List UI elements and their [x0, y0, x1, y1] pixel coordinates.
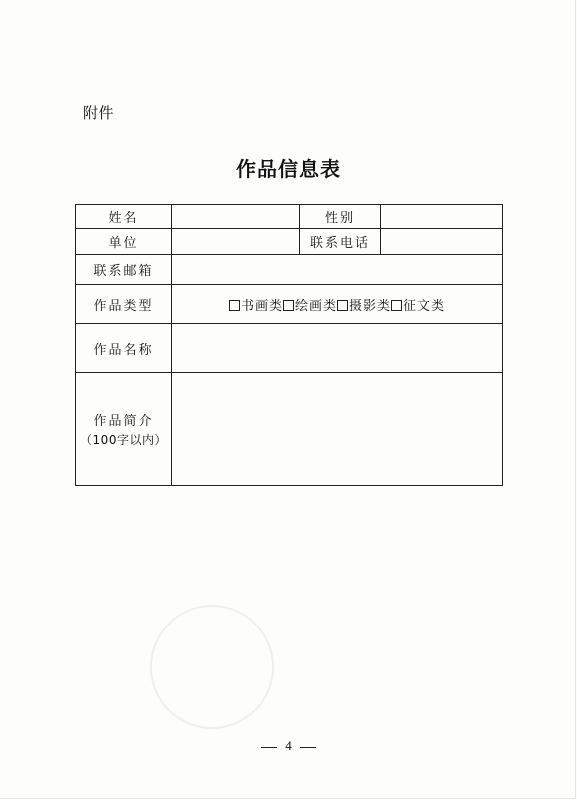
phone-value[interactable] — [381, 229, 503, 255]
dash-right — [300, 747, 316, 748]
checkbox-icon[interactable] — [391, 300, 402, 311]
dash-left — [261, 747, 277, 748]
faint-seal-mark — [150, 605, 274, 729]
work-info-table — [75, 204, 503, 486]
name-value[interactable] — [172, 205, 300, 229]
phone-label: 联系电话 — [300, 229, 381, 255]
work-type-options — [172, 285, 503, 324]
checkbox-icon[interactable] — [229, 300, 240, 311]
attachment-label: 附件 — [83, 104, 115, 122]
work-intro-value[interactable] — [172, 373, 503, 486]
option-calligraphy: 书画类 — [240, 298, 283, 314]
row-unit — [76, 229, 503, 255]
name-label: 姓名 — [76, 205, 172, 229]
option-painting: 绘画类 — [294, 298, 337, 314]
row-work-name — [76, 324, 503, 373]
work-name-label: 作品名称 — [76, 324, 172, 373]
checkbox-icon[interactable] — [337, 300, 348, 311]
email-value[interactable] — [172, 255, 503, 285]
work-intro-label — [76, 373, 172, 486]
work-intro-title: 作品简介 — [93, 414, 154, 429]
work-type-label: 作品类型 — [76, 285, 172, 324]
option-photography: 摄影类 — [349, 298, 392, 314]
row-email — [76, 255, 503, 285]
checkbox-icon[interactable] — [283, 300, 294, 311]
page-number-text: 4 — [285, 738, 292, 753]
work-intro-note: （100字以内） — [80, 433, 167, 447]
row-work-type — [76, 285, 503, 324]
unit-label: 单位 — [76, 229, 172, 255]
form-title: 作品信息表 — [236, 157, 341, 181]
row-work-intro — [76, 373, 503, 486]
option-essay: 征文类 — [403, 298, 446, 314]
gender-value[interactable] — [381, 205, 503, 229]
email-label: 联系邮箱 — [76, 255, 172, 285]
page-number — [0, 738, 577, 754]
row-name — [76, 205, 503, 229]
work-name-value[interactable] — [172, 324, 503, 373]
unit-value[interactable] — [172, 229, 300, 255]
gender-label: 性别 — [300, 205, 381, 229]
